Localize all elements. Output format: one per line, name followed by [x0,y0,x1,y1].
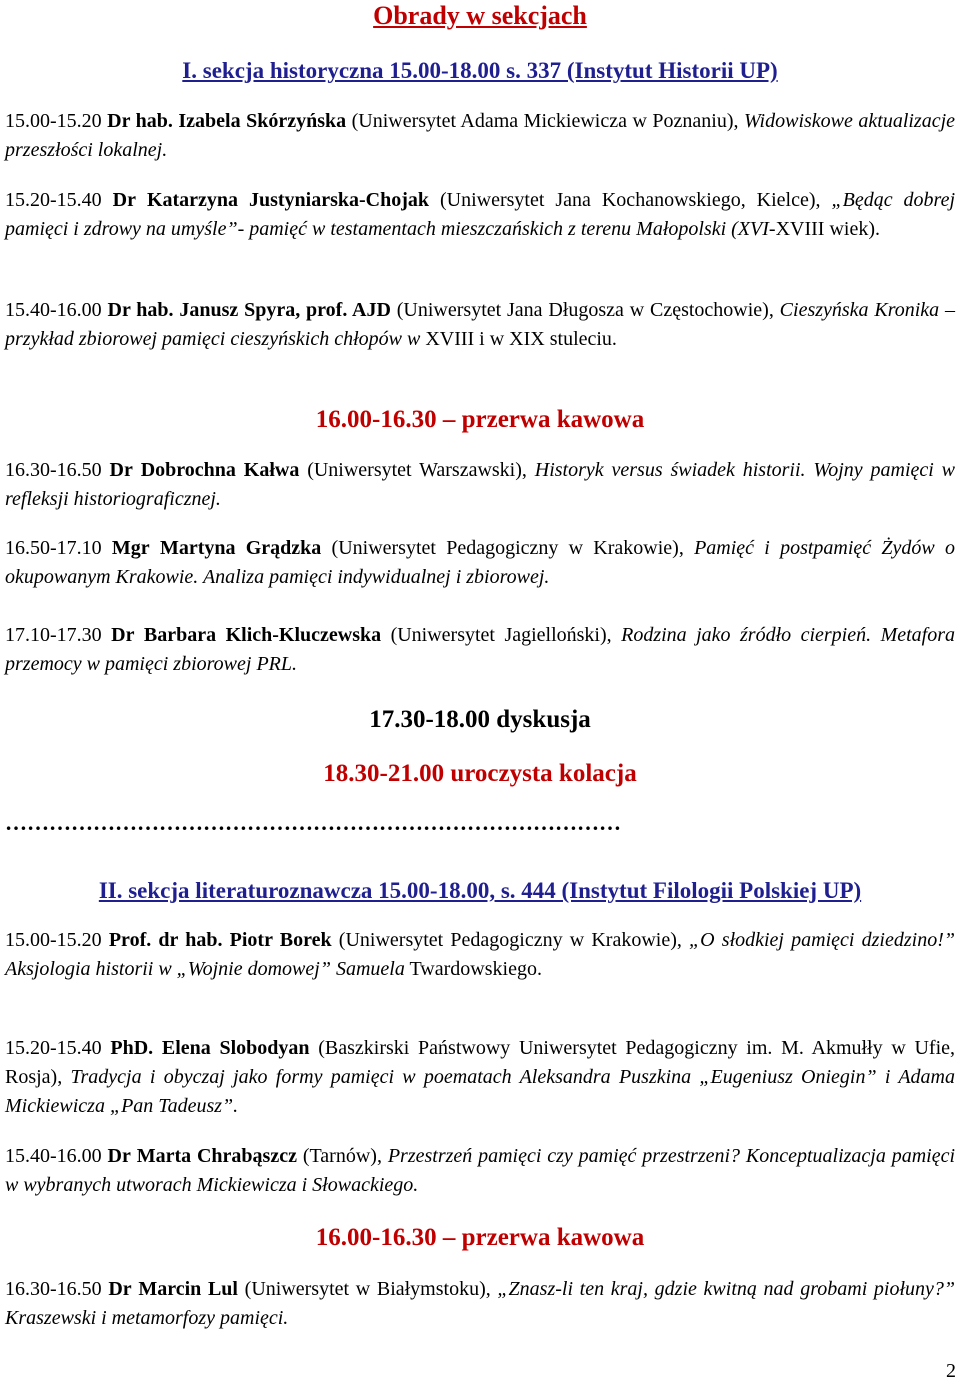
program-entry: 16.30-16.50 Dr Marcin Lul (Uniwersytet w Białymstoku), „Znasz-li ten kraj, gdzie kwitną nad grobami piołuny?” Kraszewski i metamorfozy pamięci. [5,1278,956,1329]
program-entry: 16.50-17.10 Mgr Martyna Grądzka (Uniwersytet Pedagogiczny w Krakowie), Pamięć i postpamięć Żydów o okupowanym Krakowie. Analiza pamięci indywidualnej i zbiorowej. [5,537,956,588]
program-entry: 15.40-16.00 Dr hab. Janusz Spyra, prof. AJD (Uniwersytet Jana Długosza w Częstochowie), Cieszyńska Kronika – przykład zbiorowej pamięci cieszyńskich chłopów w XVIII i w XIX stuleciu. [5,299,956,350]
section-1-heading: I. sekcja historyczna 15.00-18.00 s. 337 (Instytut Historii UP) [182,58,778,83]
page-number: 2 [946,1360,956,1382]
discussion: 17.30-18.00 dyskusja [369,706,591,733]
program-entry: 15.00-15.20 Dr hab. Izabela Skórzyńska (Uniwersytet Adama Mickiewicza w Poznaniu), Widowiskowe aktualizacje przeszłości lokalnej. [5,110,956,161]
program-entry: 15.20-15.40 Dr Katarzyna Justyniarska-Chojak (Uniwersytet Jana Kochanowskiego, Kielce), „Będąc dobrej pamięci i zdrowy na umyśle”- pamięć w testamentach mieszczańskich z terenu Małopolski (XVI-XVIII wiek). [5,189,956,240]
program-entry: 17.10-17.30 Dr Barbara Klich-Kluczewska (Uniwersytet Jagielloński), Rodzina jako źródło cierpień. Metafora przemocy w pamięci zbiorowej PRL. [5,624,955,675]
section-2-heading: II. sekcja literaturoznawcza 15.00-18.00, s. 444 (Instytut Filologii Polskiej UP) [98,878,862,903]
separator: ………………………………………………………………………… [5,810,621,835]
program-entry: 16.30-16.50 Dr Dobrochna Kałwa (Uniwersytet Warszawski), Historyk versus świadek historii. Wojny pamięci w refleksji historiograficznej. [5,459,956,510]
coffee-break-2: 16.00-16.30 – przerwa kawowa [315,1224,645,1251]
coffee-break-1: 16.00-16.30 – przerwa kawowa [315,406,645,433]
dinner: 18.30-21.00 uroczysta kolacja [323,760,637,787]
program-entry: 15.00-15.20 Prof. dr hab. Piotr Borek (Uniwersytet Pedagogiczny w Krakowie), „O słodkiej pamięci dziedzino!” Aksjologia historii w „Wojnie domowej” Samuela Twardowskiego. [5,929,955,980]
program-entry: 15.20-15.40 PhD. Elena Slobodyan (Baszkirski Państwowy Uniwersytet Pedagogiczny im. M. Akmułły w Ufie, Rosja), Tradycja i obyczaj jako formy pamięci w poematach Aleksandra Puszkina „Eugeniusz Oniegin” i Adama Mickiewicza „Pan Tadeusz”. [5,1037,956,1117]
program-entry: 15.40-16.00 Dr Marta Chrabąszcz (Tarnów), Przestrzeń pamięci czy pamięć przestrzeni? Konceptualizacja pamięci w wybranych utworach Mickiewicza i Słowackiego. [5,1145,956,1196]
page-title: Obrady w sekcjach [373,1,587,30]
